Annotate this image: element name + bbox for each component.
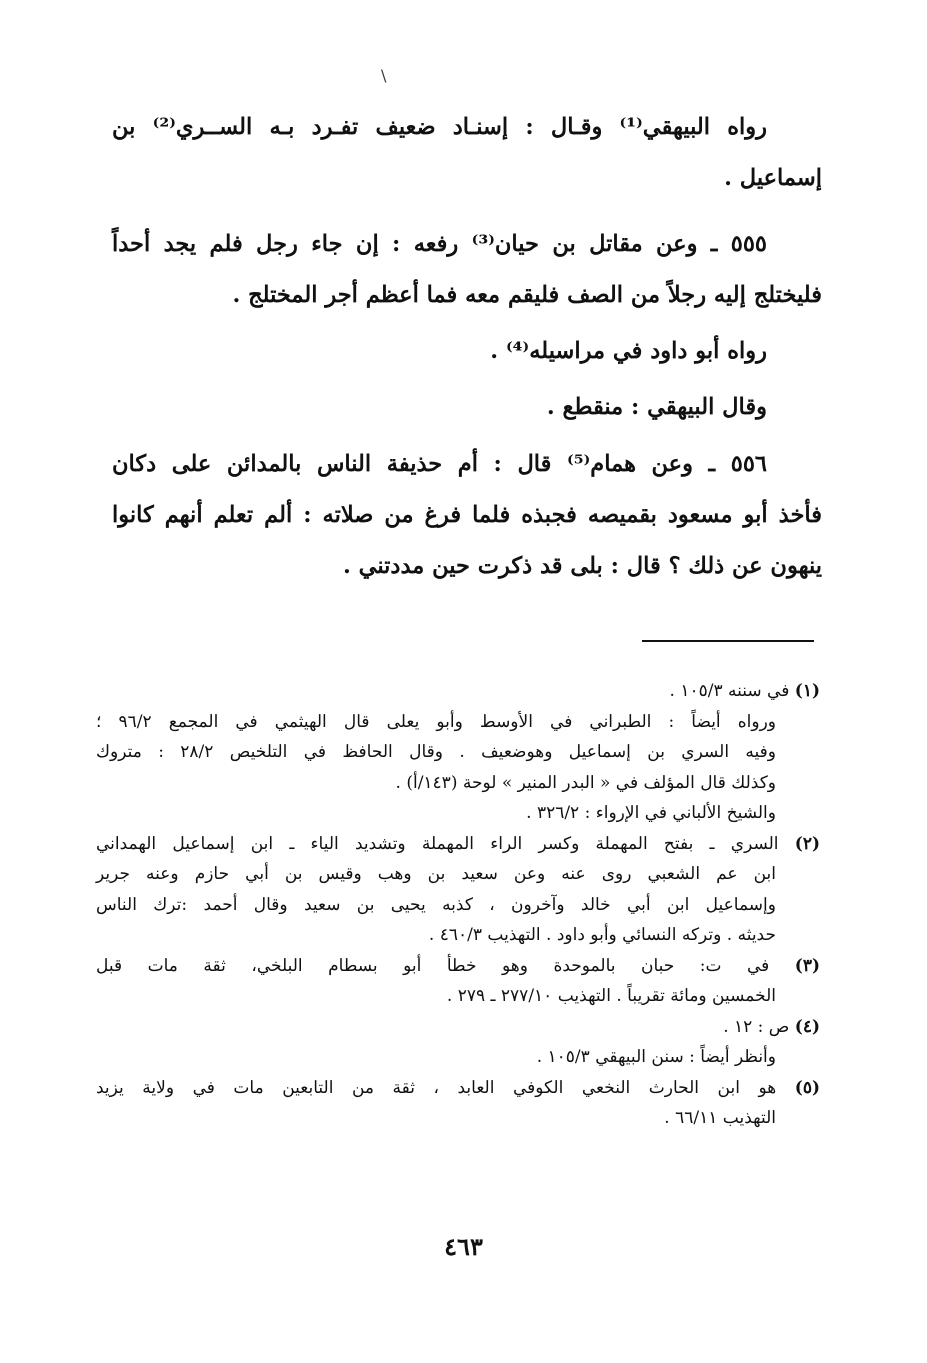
text-line: رواه البيهقي⁽¹⁾ وقـال : إسنـاد ضعيف تفـرد بـه الســري⁽²⁾ بن — [112, 114, 767, 140]
footnote-text: وكذلك قال المؤلف في « البدر المنير » لوحة (١٤٣/أ) . — [395, 772, 776, 793]
footnote-3 — [96, 951, 820, 1012]
footnote-text: وإسماعيل ابن أبي خالد وآخرون ، كذبه يحيى بن سعيد وقال أحمد :ترك الناس — [96, 894, 776, 915]
footnote-label: (٥) — [794, 1077, 820, 1098]
page-number: ٤٦٣ — [444, 1232, 483, 1261]
footnote-label: (٣) — [794, 955, 821, 976]
footnote-label: (٢) — [794, 833, 820, 854]
paragraph-hadith-556 — [112, 439, 822, 592]
text-line: فليختلج إليه رجلاً من الصف فليقم معه فما أعظم أجر المختلج . — [232, 282, 822, 308]
footnote-1 — [96, 676, 820, 829]
text-line: ٥٥٥ ـ وعن مقاتل بن حيان⁽³⁾ رفعه : إن جاء رجل فلم يجد أحداً — [112, 231, 767, 257]
footnote-text: هو ابن الحارث النخعي الكوفي العابد ، ثقة من التابعين مات في ولاية يزيد — [96, 1077, 777, 1098]
text-line: رواه أبو داود في مراسيله⁽⁴⁾ . — [490, 338, 767, 364]
footnote-text: التهذيب ٦٦/١١ . — [664, 1108, 776, 1128]
footnote-text: حديثه . وتركه النسائي وأبو داود . التهذيب ٤٦٠/٣ . — [428, 925, 776, 945]
scan-mark: \ — [381, 66, 387, 85]
footnotes — [96, 676, 820, 1134]
footnote-2 — [96, 829, 820, 951]
text-line: فأخذ أبو مسعود بقميصه فجبذه فلما فرغ من صلاته : ألم تعلم أنهم كانوا — [112, 502, 822, 528]
paragraph-abu-dawud — [112, 326, 822, 377]
footnote-text: الخمسين ومائة تقريباً . التهذيب ٢٧٧/١٠ ـ ٢٧٩ . — [446, 986, 776, 1006]
footnote-separator — [642, 640, 814, 642]
footnote-text: ورواه أيضاً : الطبراني في الأوسط وأبو يعلى قال الهيثمي في المجمع ٩٦/٢ ؛ — [96, 711, 777, 732]
footnote-text: ابن عم الشعبي روى عنه وعن سعيد بن وهب وقيس بن أبي حازم وعنه جرير — [96, 864, 776, 884]
footnote-label: (١) — [794, 681, 820, 701]
footnote-text: في ت: حبان بالموحدة وهو خطأ أبو بسطام البلخي، ثقة مات قبل — [96, 955, 770, 976]
footnote-text: وفيه السري بن إسماعيل وهوضعيف . وقال الحافظ في التلخيص ٢٨/٢ : متروك — [96, 742, 776, 762]
footnote-text: وأنظر أيضاً : سنن البيهقي ١٠٥/٣ . — [536, 1047, 776, 1067]
paragraph-munqati — [112, 382, 822, 433]
footnote-text: في سننه ١٠٥/٣ . — [669, 681, 790, 701]
footnote-5 — [96, 1073, 820, 1134]
footnote-text: السري ـ بفتح المهملة وكسر الراء المهملة وتشديد الياء ـ ابن إسماعيل الهمداني — [96, 833, 779, 854]
paragraph-hadith-555 — [112, 219, 822, 321]
paragraph-narration-bayhaqi — [112, 102, 822, 204]
footnote-label: (٤) — [794, 1016, 820, 1037]
footnote-text: ص : ١٢ . — [723, 1016, 790, 1037]
text-line: ٥٥٦ ـ وعن همام⁽⁵⁾ قال : أم حذيفة الناس بالمدائن على دكان — [112, 451, 767, 477]
text-line: وقال البيهقي : منقطع . — [546, 394, 767, 420]
text-line: ينهون عن ذلك ؟ قال : بلى قد ذكرت حين مددتني . — [342, 553, 822, 579]
footnote-text: والشيخ الألباني في الإرواء : ٣٢٦/٢ . — [526, 803, 776, 823]
footnote-4 — [96, 1012, 820, 1073]
text-line: إسماعيل . — [724, 165, 822, 191]
